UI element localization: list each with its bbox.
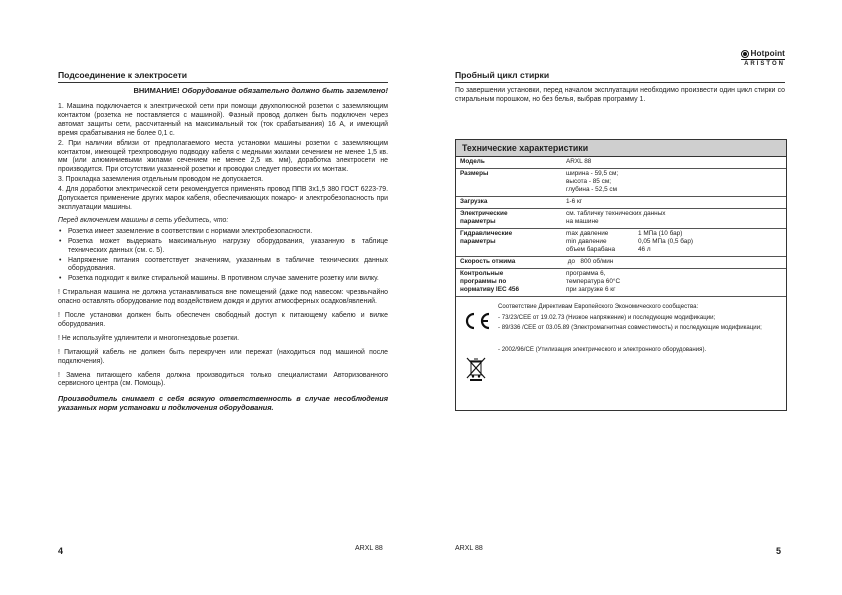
cert-intro: Соответствие Директивам Европейского Экономического сообщества: <box>498 303 699 310</box>
section-title-test-cycle: Пробный цикл стирки <box>455 70 785 83</box>
list-item: • Розетка может выдержать максимальную нагрузку оборудования, указанную в таблице технических данных (см. с. 5). <box>58 238 388 256</box>
certification-block <box>456 297 786 356</box>
paragraph-1: 1. Машина подключается к электрической сети при помощи двухполюсной розетки с заземляющим контактом (розетка не поставляется с машиной). Фазный провод должен быть подключен через автомат защиты сети, рассчитанный на максимальный ток (ток срабатывания) 16 А, и имеющий время срабатывания не более 0,1 с. <box>58 103 388 137</box>
ground-warning <box>58 86 388 95</box>
warning-label: ВНИМАНИЕ! <box>133 86 180 95</box>
row-label: Скорость отжима <box>456 257 562 269</box>
table-row <box>456 229 786 257</box>
weee-bin-icon <box>466 357 486 381</box>
right-column <box>455 70 785 105</box>
row-label: Электрические параметры <box>456 209 562 229</box>
note-outdoor: ! Стиральная машина не должна устанавливаться вне помещений (даже под навесом: чрезвычайно опасно оставлять оборудование под воздействием дождя и других атмосферных осадков/явлений. <box>58 289 388 306</box>
row-value: см. табличку технических данных на машине <box>562 209 786 229</box>
list-item: • Розетка подходит к вилке стиральной машины. В противном случае замените розетку или вилку. <box>58 275 388 284</box>
note-extension: ! Не используйте удлинители и многогнездовые розетки. <box>58 334 240 342</box>
hyd-name: min давление <box>566 238 607 245</box>
specs-table <box>456 157 786 297</box>
check-intro: Перед включением машины в сеть убедитесь, что: <box>58 216 229 224</box>
check-list <box>58 228 388 284</box>
cert-icons <box>460 303 498 356</box>
page-number-right: 5 <box>776 546 782 556</box>
table-row <box>456 169 786 197</box>
hydraulic-grid <box>566 230 782 254</box>
paragraph-4: 4. Для доработки электрической сети рекомендуется применять провод ППВ 3х1,5 380 ГОСТ 6223-79. Допускается применение других марок кабеля, обеспечивающих пожаро- и электробезопасность при эксплуатации машины. <box>58 186 388 211</box>
row-value: программа 6, температура 60°С при загрузке 6 кг <box>562 269 786 297</box>
row-label: Гидравлические параметры <box>456 229 562 257</box>
hyd-value: 46 л <box>638 246 651 253</box>
row-label: Модель <box>456 157 562 169</box>
row-label: Контрольные программы по нормативу IEC 456 <box>456 269 562 297</box>
table-row <box>456 257 786 269</box>
specs-box <box>455 139 787 411</box>
cert-line: - 73/23/CEE от 19.02.73 (Низкое напряжение) и последующие модификации; <box>498 313 716 321</box>
note-replacement: ! Замена питающего кабеля должна производиться только специалистами Авторизованного сервисного центра (см. Помощь). <box>58 371 388 388</box>
table-row <box>456 269 786 297</box>
list-item: • Напряжение питания соответствует значениям, указанным в табличке технических данных оборудования. <box>58 257 388 275</box>
ariston-text: ARISTON <box>741 59 785 67</box>
hotpoint-logo <box>741 49 785 58</box>
cert-line: - 2002/96/CE (Утилизация электрического и электронного оборудования). <box>498 345 707 353</box>
paragraph-2: 2. При наличии вблизи от предполагаемого места установки машины розетки с заземляющим контактом, имеющей трехпроводную подводку кабеля с медными жилами сечением не менее 1,5 кв. мм (или алюминиевыми жилами сечением не менее 2,5 кв. мм), доработка электросети не производится. При отсутствии указанной розетки и проводки следует провести их монтаж. <box>58 139 388 174</box>
row-value: до 800 об/мин <box>562 257 786 269</box>
left-column <box>58 70 388 412</box>
model-footer-left: ARXL 88 <box>355 545 383 552</box>
liability-notice: Производитель снимает с себя всякую ответственность в случае несоблюдения указанных норм установки и подключения оборудования. <box>58 394 388 413</box>
page-number-left: 4 <box>58 546 64 556</box>
hotpoint-text: Hotpoint <box>750 49 785 58</box>
hyd-value: 1 МПа (10 бар) <box>638 230 683 237</box>
section-title-electric: Подсоединение к электросети <box>58 70 388 83</box>
table-row <box>456 157 786 169</box>
hotpoint-mark-icon <box>741 50 749 58</box>
row-value <box>562 229 786 257</box>
paragraph-3: 3. Прокладка заземления отдельным проводом не допускается. <box>58 176 264 184</box>
brand-logo <box>741 49 785 67</box>
note-access: ! После установки должен быть обеспечен свободный доступ к питающему кабелю и вилке оборудования. <box>58 312 388 328</box>
cert-text <box>498 303 782 356</box>
row-label: Размеры <box>456 169 562 197</box>
hyd-name: объем барабана <box>566 246 616 253</box>
row-label: Загрузка <box>456 197 562 209</box>
row-value: ARXL 88 <box>562 157 786 169</box>
row-value: 1-6 кг <box>562 197 786 209</box>
row-value: ширина - 59,5 см; высота - 85 см; глубина - 52,5 см <box>562 169 786 197</box>
test-cycle-text: По завершении установки, перед началом эксплуатации необходимо произвести один цикл стирки со стиральным порошком, но без белья, выбрав программу 1. <box>455 87 785 103</box>
warning-text: Оборудование обязательно должно быть заземлено! <box>181 86 388 95</box>
list-item: • Розетка имеет заземление в соответствии с нормами электробезопасности. <box>58 228 388 237</box>
table-row <box>456 197 786 209</box>
hyd-value: 0,05 МПа (0,5 бар) <box>638 238 693 245</box>
ce-mark-icon <box>462 311 492 331</box>
cert-line: - 89/336 /CEE от 03.05.89 (Электромагнитная совместимость) и последующие модификации; <box>498 324 762 332</box>
model-footer-right: ARXL 88 <box>455 545 483 552</box>
hyd-name: max давление <box>566 230 609 237</box>
table-row <box>456 209 786 229</box>
note-cable: ! Питающий кабель не должен быть перекручен или пережат (находиться под машиной после подключения). <box>58 348 388 365</box>
specs-title: Технические характеристики <box>456 140 786 157</box>
